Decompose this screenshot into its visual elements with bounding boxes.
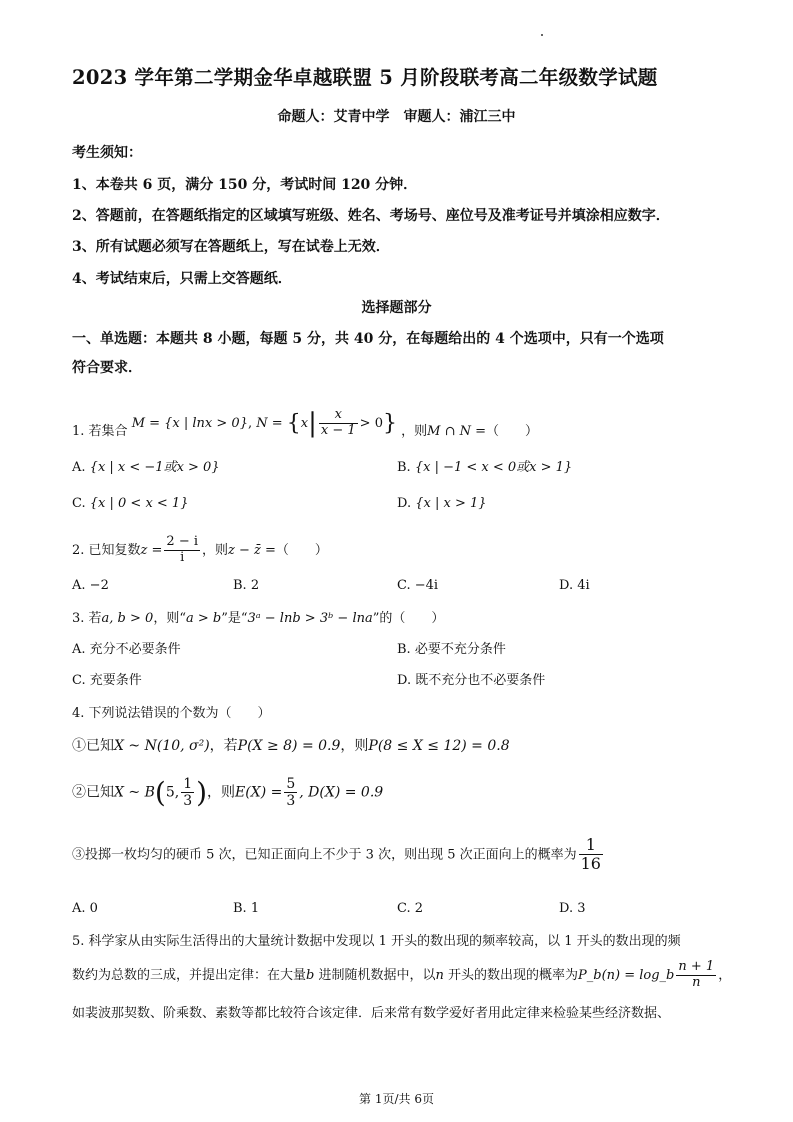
q3-option-d: D. 既不充分也不必要条件 <box>397 673 546 688</box>
q5-line-3: 如裴波那契数、阶乘数、素数等都比较符合该定律．后来常有数学爱好者用此定律来检验某些经济数据、 <box>72 1006 671 1021</box>
question-2: 2. 已知复数z = $\frac{2 - i}{i}$ ，则z − z̄ =（ ） <box>72 534 328 565</box>
author-line <box>0 106 793 126</box>
q4-option-c: C. 2 <box>397 901 424 916</box>
notice-item: 1、本卷共 6 页，满分 150 分，考试时间 120 分钟． <box>72 177 418 193</box>
q3-option-b: B. 必要不充分条件 <box>397 642 506 657</box>
q1-option-d: D. {x | x > 1} <box>397 496 487 511</box>
q2-expression: z − z̄ = <box>228 542 276 558</box>
section-title: 选择题部分 <box>361 300 432 316</box>
question-setter: 命题人：艾青中学 <box>277 109 390 125</box>
q4-option-a: A. 0 <box>72 901 98 916</box>
q4-option-b: B. 1 <box>233 901 260 916</box>
question-reviewer: 审题人：浦江三中 <box>403 109 516 125</box>
q1-sets: M = {x | lnx > 0}, N = {x| $\frac{x}{x - 1}$ > 0} <box>131 407 397 439</box>
question-1: 1. 若集合 M = {x | lnx > 0}, N = {x| $\frac{x}{x - 1}$ > 0} ，则M ∩ N =（ ） <box>72 386 538 439</box>
q4-option-d: D. 3 <box>559 901 586 916</box>
exam-title: 2023 学年第二学期金华卓越联盟 5 月阶段联考高二年级数学试题 <box>72 66 658 89</box>
q2-option-d: D. 4i <box>559 578 590 593</box>
q1-intersection: M ∩ N = <box>427 424 486 439</box>
notice-item: 3、所有试题必须写在答题纸上，写在试卷上无效． <box>72 239 390 255</box>
q2-option-b: B. 2 <box>233 578 260 593</box>
q2-option-a: A. −2 <box>72 578 109 593</box>
q5-formula: P_b(n) = log_b <box>578 967 675 983</box>
q1-fraction: $\frac{x}{x - 1}$ <box>320 407 356 439</box>
q1-option-b: B. {x | −1 < x < 0或x > 1} <box>397 460 573 475</box>
q1-set-n-var: x <box>300 416 309 432</box>
q4-statement-2: ②已知X ~ B(5, $\frac{1}{3}$ )，则E(X) = $\frac{5}{3}$ , D(X) = 0.9 <box>72 776 384 810</box>
q4-statement-1: ①已知X ~ N(10, σ²)，若P(X ≥ 8) = 0.9，则P(8 ≤ X ≤ 12) = 0.8 <box>72 738 510 754</box>
q3-option-a: A. 充分不必要条件 <box>72 642 181 657</box>
notice-item: 2、答题前，在答题纸指定的区域填写班级、姓名、考场号、座位号及准考证号并填涂相应数字． <box>72 208 670 224</box>
q1-option-a: A. {x | x < −1或x > 0} <box>72 460 220 475</box>
q1-prefix: 1. 若集合 <box>72 424 128 439</box>
q5-line-2: 数约为总数的三成，并提出定律：在大量b 进制随机数据中，以n 开头的数出现的概率为P_b(n) = log_b $\frac{n + 1}{n}$ ， <box>72 959 732 990</box>
q4-statement-3: ③投掷一枚均匀的硬币 5 次，已知正面向上不少于 3 次，则出现 5 次正面向上的概率为 $\frac{1}{16}$ <box>72 835 601 874</box>
q3-option-c: C. 充要条件 <box>72 673 142 688</box>
page-footer: 第 1页/共 6页 <box>359 1092 434 1106</box>
question-4-stem: 4. 下列说法错误的个数为（ ） <box>72 706 271 721</box>
q2-option-c: C. −4i <box>397 578 439 593</box>
notice-item: 4、考试结束后，只需上交答题纸． <box>72 271 292 287</box>
q1-option-c: C. {x | 0 < x < 1} <box>72 496 189 511</box>
part-instructions-line2: 符合要求． <box>72 360 142 376</box>
question-3: 3. 若a, b > 0，则“a > b”是“3ᵃ − lnb > 3ᵇ − lna”的（ ） <box>72 611 445 626</box>
q1-set-m: M = {x | lnx > 0} <box>131 416 248 432</box>
notice-heading: 考生须知： <box>72 145 142 161</box>
part-instructions-line1: 一、单选题：本题共 8 小题，每题 5 分，共 40 分，在每题给出的 4 个选项中，只有一个选项 <box>72 331 664 347</box>
q5-line-1: 5. 科学家从由实际生活得出的大量统计数据中发现以 1 开头的数出现的频率较高，以 1 开头的数出现的频 <box>72 934 681 949</box>
scan-speck <box>541 34 543 36</box>
